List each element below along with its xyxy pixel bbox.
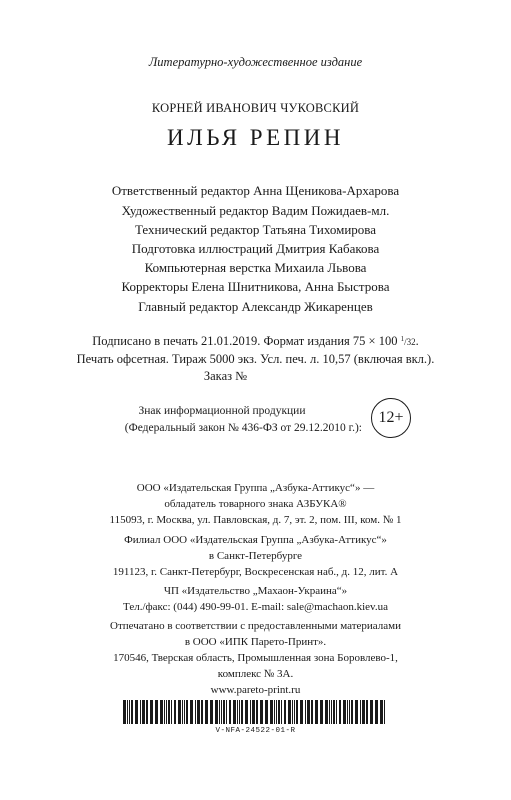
barcode-bar bbox=[190, 700, 193, 724]
barcode-bar bbox=[347, 700, 348, 724]
barcode-bar bbox=[336, 700, 337, 724]
barcode-bar bbox=[355, 700, 358, 724]
barcode-bar bbox=[245, 700, 248, 724]
print-signed-line bbox=[0, 334, 511, 349]
barcode-bar bbox=[366, 700, 368, 724]
barcode-bar bbox=[168, 700, 170, 724]
ukraine-contacts: Тел./факс: (044) 490-99-01. E-mail: sale@machaon.kiev.ua bbox=[123, 601, 388, 613]
barcode-bar bbox=[265, 700, 268, 724]
barcode-bar bbox=[197, 700, 200, 724]
credit-line: Ответственный редактор Анна Щеникова-Архарова bbox=[111, 183, 400, 198]
barcode-bar bbox=[166, 700, 167, 724]
info-sign-text bbox=[62, 403, 362, 437]
barcode-bar bbox=[278, 700, 280, 724]
publisher-line: обладатель товарного знака АЗБУКА® bbox=[164, 498, 347, 510]
barcode-bar bbox=[333, 700, 335, 724]
barcode-bar bbox=[256, 700, 258, 724]
barcode-bar bbox=[127, 700, 128, 724]
barcode-bar bbox=[201, 700, 203, 724]
barcode-bar bbox=[331, 700, 332, 724]
barcode-bar bbox=[150, 700, 153, 724]
format-fraction-numerator: 1 bbox=[400, 335, 405, 343]
author-name: КОРНЕЙ ИВАНОВИЧ ЧУКОВСКИЙ bbox=[151, 101, 360, 115]
barcode-bar bbox=[351, 700, 353, 724]
barcode-bar bbox=[288, 700, 291, 724]
barcode-bar bbox=[329, 700, 330, 724]
barcode-bar bbox=[142, 700, 145, 724]
barcode-bar bbox=[296, 700, 298, 724]
barcode-bar bbox=[276, 700, 277, 724]
barcode-bar bbox=[300, 700, 303, 724]
barcode-bar bbox=[307, 700, 310, 724]
print-signed-text: Подписано в печать 21.01.2019. Формат издания 75 × 100 bbox=[92, 334, 398, 348]
credit-line: Главный редактор Александр Жикаренцев bbox=[138, 299, 373, 314]
credit-line: Компьютерная верстка Михаила Львова bbox=[144, 260, 367, 275]
barcode-bar bbox=[140, 700, 141, 724]
barcode-bar bbox=[160, 700, 163, 724]
print-run-line: Печать офсетная. Тираж 5000 экз. Усл. печ. л. 10,57 (включая вкл.). bbox=[76, 352, 435, 366]
barcode-bar bbox=[186, 700, 188, 724]
printer-website: www.pareto-print.ru bbox=[210, 684, 301, 696]
format-fraction-denominator: /32 bbox=[404, 337, 416, 347]
barcode-bar bbox=[360, 700, 361, 724]
barcode-caption: V-NFA-24522-01-R bbox=[215, 727, 296, 735]
barcode-bar bbox=[182, 700, 183, 724]
barcode-bar bbox=[178, 700, 181, 724]
order-number-line: Заказ № bbox=[203, 369, 248, 383]
info-sign-law: (Федеральный закон № 436-ФЗ от 29.12.2010 г.): bbox=[124, 422, 362, 434]
barcode-bar bbox=[171, 700, 172, 724]
barcode-bar bbox=[315, 700, 318, 724]
barcode-bar bbox=[260, 700, 263, 724]
age-rating-badge: 12+ bbox=[371, 398, 411, 438]
printer-line: Отпечатано в соответствии с предоставленными материалами bbox=[110, 620, 401, 632]
publisher-address: 115093, г. Москва, ул. Павловская, д. 7, эт. 2, пом. III, ком. № 1 bbox=[109, 514, 402, 526]
barcode-bar bbox=[229, 700, 231, 724]
barcode bbox=[123, 700, 388, 724]
book-title: ИЛЬЯ РЕПИН bbox=[167, 125, 344, 150]
barcode-bar bbox=[270, 700, 273, 724]
barcode-bar bbox=[131, 700, 133, 724]
barcode-bar bbox=[123, 700, 126, 724]
barcode-bar bbox=[146, 700, 148, 724]
barcode-bar bbox=[241, 700, 243, 724]
info-sign-line: Знак информационной продукции bbox=[138, 405, 306, 417]
barcode-bar bbox=[274, 700, 275, 724]
barcode-bar bbox=[349, 700, 350, 724]
barcode-bar bbox=[339, 700, 341, 724]
branch-line: Филиал ООО «Издательская Группа „Азбука-Аттикус“» bbox=[124, 534, 387, 546]
barcode-bar bbox=[174, 700, 176, 724]
barcode-bar bbox=[164, 700, 165, 724]
barcode-bar bbox=[239, 700, 240, 724]
barcode-bar bbox=[343, 700, 346, 724]
barcode-bar bbox=[237, 700, 238, 724]
edition-type: Литературно-художественное издание bbox=[148, 55, 363, 69]
ukraine-publisher: ЧП «Издательство „Махаон-Украина“» bbox=[163, 585, 348, 597]
credit-line: Технический редактор Татьяна Тихомирова bbox=[134, 222, 377, 237]
barcode-bar bbox=[221, 700, 222, 724]
barcode-bar bbox=[226, 700, 227, 724]
barcode-bar bbox=[219, 700, 220, 724]
barcode-bar bbox=[375, 700, 378, 724]
barcode-bar bbox=[320, 700, 323, 724]
barcode-bar bbox=[135, 700, 138, 724]
barcode-bar bbox=[210, 700, 213, 724]
barcode-bar bbox=[362, 700, 365, 724]
credit-line: Подготовка иллюстраций Дмитрия Кабакова bbox=[131, 241, 380, 256]
barcode-bar bbox=[223, 700, 225, 724]
credit-line: Художественный редактор Вадим Пожидаев-мл. bbox=[121, 203, 390, 218]
credit-line: Корректоры Елена Шнитникова, Анна Быстрова bbox=[121, 279, 390, 294]
barcode-bar bbox=[380, 700, 383, 724]
barcode-bar bbox=[281, 700, 282, 724]
barcode-bar bbox=[252, 700, 255, 724]
barcode-bar bbox=[284, 700, 286, 724]
barcode-bar bbox=[305, 700, 306, 724]
barcode-bar bbox=[184, 700, 185, 724]
barcode-bar bbox=[205, 700, 208, 724]
barcode-bar bbox=[195, 700, 196, 724]
printer-line: в ООО «ИПК Парето-Принт». bbox=[184, 636, 327, 648]
printer-address: комплекс № 3А. bbox=[217, 668, 294, 680]
barcode-bar bbox=[215, 700, 218, 724]
branch-line: в Санкт-Петербурге bbox=[208, 550, 303, 562]
format-suffix: . bbox=[415, 334, 419, 348]
branch-address: 191123, г. Санкт-Петербург, Воскресенская наб., д. 12, лит. А bbox=[112, 566, 399, 578]
publisher-line: ООО «Издательская Группа „Азбука-Аттикус“» — bbox=[136, 482, 375, 494]
barcode-bar bbox=[370, 700, 373, 724]
barcode-bar bbox=[233, 700, 236, 724]
barcode-bar bbox=[155, 700, 158, 724]
barcode-bar bbox=[250, 700, 251, 724]
printer-address: 170546, Тверская область, Промышленная зона Боровлево-1, bbox=[113, 652, 398, 664]
barcode-bar bbox=[294, 700, 295, 724]
barcode-bar bbox=[325, 700, 328, 724]
barcode-bar bbox=[129, 700, 130, 724]
barcode-bar bbox=[292, 700, 293, 724]
barcode-bar bbox=[384, 700, 385, 724]
barcode-bar bbox=[311, 700, 313, 724]
